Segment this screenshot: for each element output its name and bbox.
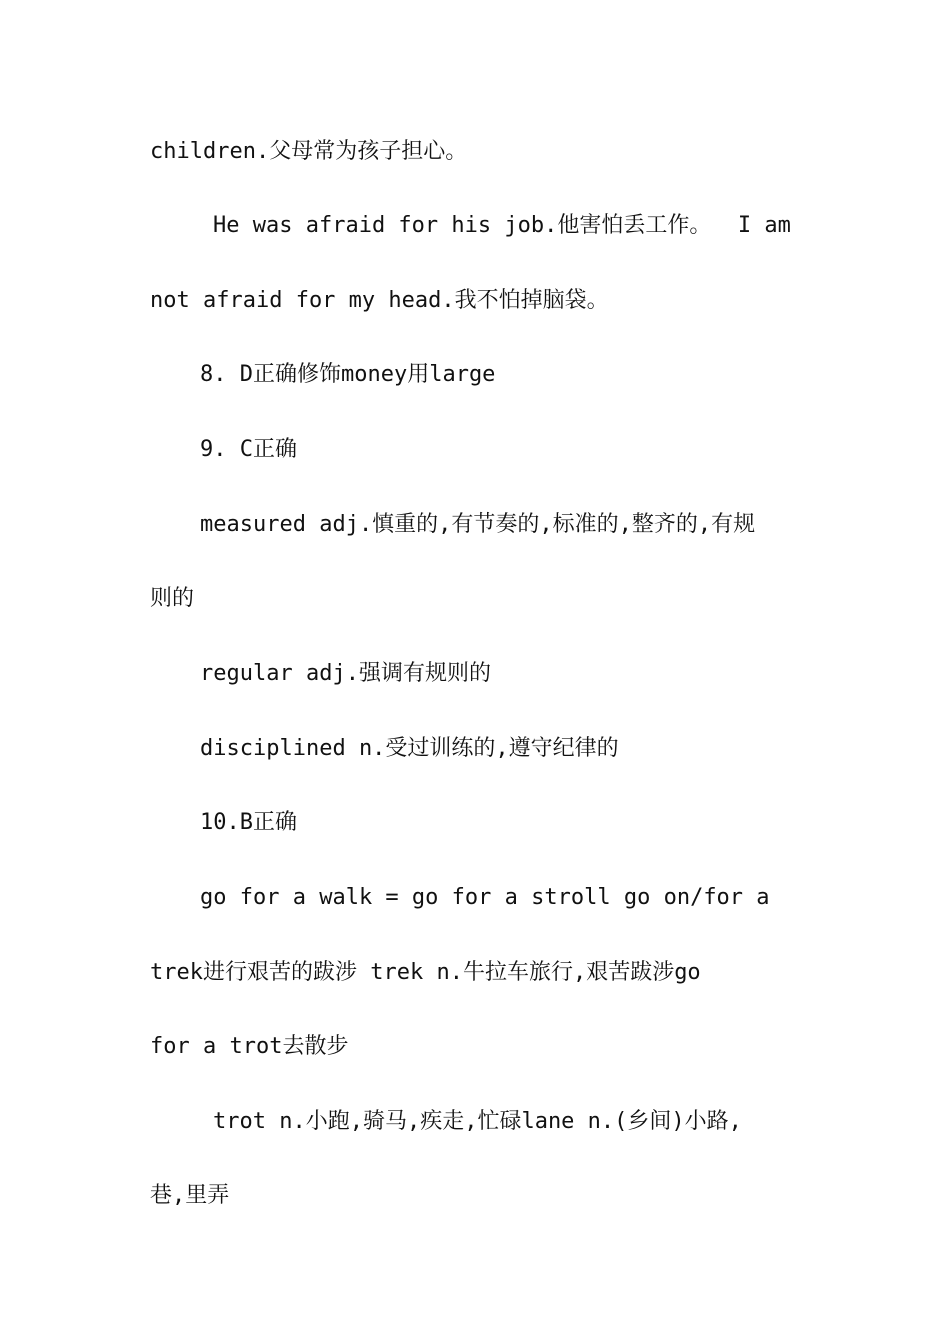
definition-disciplined: disciplined n.受过训练的,遵守纪律的 (200, 736, 619, 761)
definition-lane-cont: 巷,里弄 (150, 1183, 230, 1208)
definition-regular: regular adj.强调有规则的 (200, 661, 491, 686)
definition-measured-cont: 则的 (150, 586, 195, 611)
definition-measured: measured adj.慎重的,有节奏的,标准的,整齐的,有规 (200, 512, 756, 537)
item-10-answer: 10.B正确 (200, 810, 297, 835)
text-line-1: children.父母常为孩子担心。 (150, 139, 468, 164)
item-8-answer: 8. D正确修饰money用large (200, 362, 496, 387)
item-9-answer: 9. C正确 (200, 437, 297, 462)
text-line-trek: trek进行艰苦的跋涉 trek n.牛拉车旅行,艰苦跋涉go (150, 960, 701, 985)
text-line-2: He was afraid for his job.他害怕丢工作。 I am (213, 213, 791, 238)
definition-trot-lane: trot n.小跑,骑马,疾走,忙碌lane n.(乡间)小路, (213, 1109, 742, 1134)
text-line-trot: for a trot去散步 (150, 1034, 349, 1059)
text-line-3: not afraid for my head.我不怕掉脑袋。 (150, 288, 609, 313)
text-line-go-for-a-walk: go for a walk = go for a stroll go on/for a (200, 885, 770, 910)
